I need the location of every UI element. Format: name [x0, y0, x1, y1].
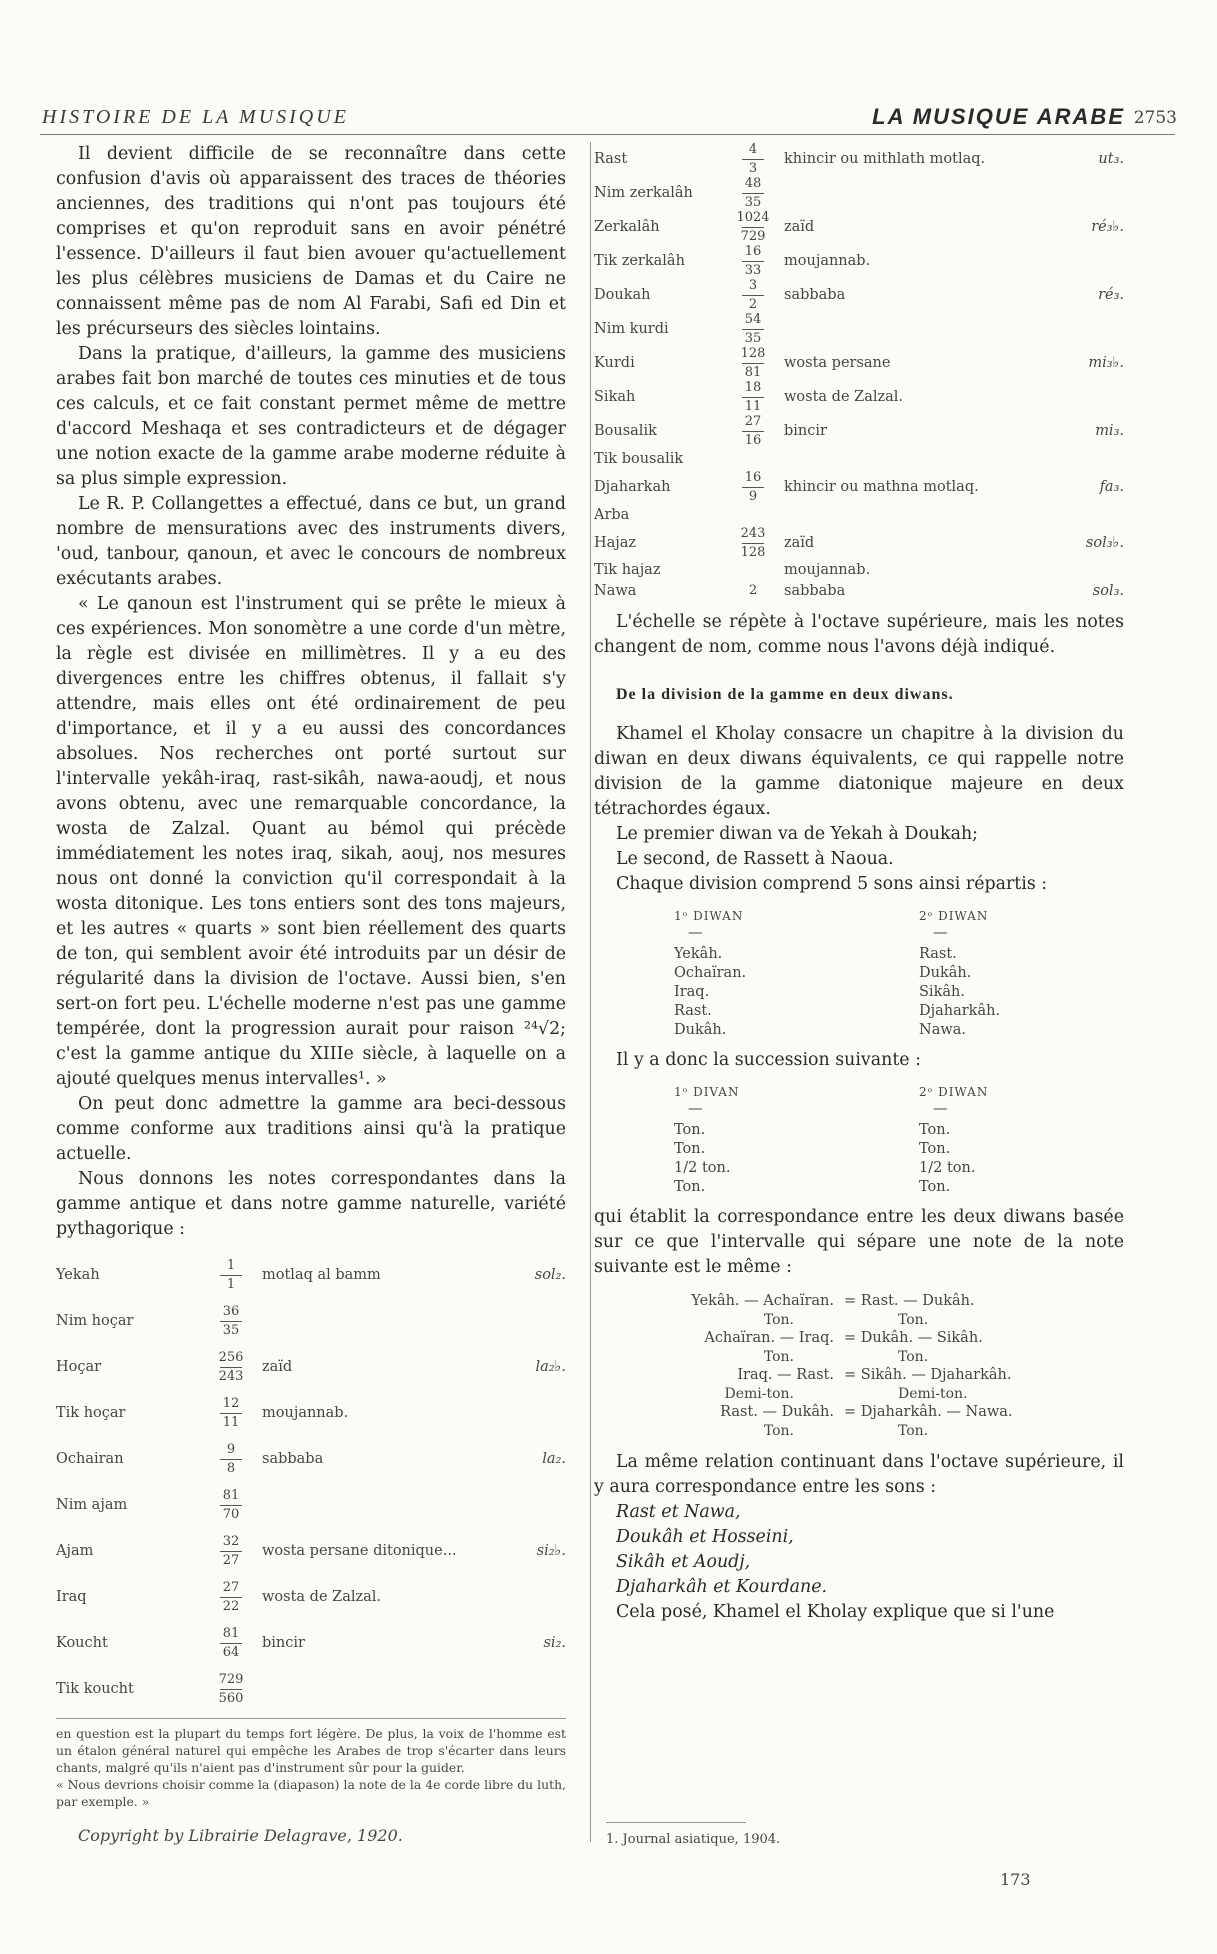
western-note: sol₂. [534, 1267, 566, 1283]
right-note-table [594, 142, 1124, 602]
note-description: sabbaba [784, 287, 846, 303]
note-name: Tik hajaz [594, 562, 661, 578]
table-row [594, 244, 1124, 278]
fraction-bar [220, 1275, 242, 1276]
right-interval: = Sikâh. — Djaharkâh. [844, 1367, 1012, 1383]
note-name: Nim hoçar [56, 1313, 134, 1329]
fraction-bar [742, 329, 764, 330]
ratio [734, 415, 772, 448]
ratio-numerator: 32 [222, 1533, 240, 1549]
list-item: Iraq. [674, 984, 710, 1000]
note-name: Hoçar [56, 1359, 102, 1375]
note-name: Tik zerkalâh [594, 253, 685, 269]
fraction-bar [742, 159, 764, 160]
paragraph: qui établit la correspondance entre les deux diwans basée sur ce que l'intervalle qui sépare une note de la note suivante est le même : [594, 1207, 1124, 1277]
table-row [594, 1366, 1124, 1385]
ratio [212, 1397, 250, 1430]
ratio-denominator: 35 [744, 330, 762, 346]
list-item: Djaharkâh. [919, 1003, 1001, 1019]
table-row [56, 1620, 566, 1666]
ratio [212, 1305, 250, 1338]
table-row [594, 176, 1124, 210]
table-row [594, 278, 1124, 312]
table-row [594, 526, 1124, 560]
ratio-denominator: 1 [226, 1276, 236, 1292]
list-item: Ton. [674, 1122, 706, 1138]
ratio [212, 1489, 250, 1522]
fraction-bar [220, 1597, 242, 1598]
header-page-number: 2753 [1133, 108, 1177, 128]
pair-line: Rast et Nawa, [616, 1502, 741, 1522]
table-row [56, 1482, 566, 1528]
note-name: Ajam [56, 1543, 94, 1559]
fraction-bar [742, 487, 764, 488]
list-item: Ton. [919, 1179, 951, 1195]
table-row [594, 1422, 1124, 1440]
western-note: sol₃♭. [1085, 535, 1124, 551]
list-item: Ton. [674, 1179, 706, 1195]
column-rule [590, 142, 591, 1842]
table-row [594, 414, 1124, 448]
fraction-bar [220, 1689, 242, 1690]
ratio [734, 279, 772, 312]
table-row [594, 1292, 1124, 1311]
pair-line: Sikâh et Aoudj, [616, 1552, 751, 1572]
paragraph: L'échelle se répète à l'octave supérieure, mais les notes changent de nom, comme nous l'avons déjà indiqué. [594, 612, 1124, 657]
ratio-denominator: 11 [222, 1414, 240, 1430]
list-item: Dukâh. [674, 1022, 727, 1038]
ratio [212, 1351, 250, 1384]
note-name: Kurdi [594, 355, 635, 371]
ratio-denominator: 35 [222, 1322, 240, 1338]
text-line: Le second, de Rassett à Naoua. [616, 849, 894, 869]
note-description: motlaq al bamm [262, 1267, 381, 1283]
ratio-numerator: 4 [748, 141, 758, 157]
table-row [594, 504, 1124, 526]
left-interval: Rast. — Dukâh. [720, 1404, 834, 1420]
left-value: Ton. [763, 1423, 794, 1439]
fraction-bar [742, 431, 764, 432]
left-note-table [56, 1252, 566, 1712]
right-interval: = Dukâh. — Sikâh. [844, 1330, 983, 1346]
right-column [594, 142, 1124, 1625]
list-item: 1/2 ton. [674, 1160, 731, 1176]
ratio-denominator: 128 [740, 544, 766, 560]
western-note: si₂♭. [536, 1543, 566, 1559]
ratio-numerator: 54 [744, 311, 762, 327]
diwan-column [859, 1085, 1124, 1197]
paragraph: La même relation continuant dans l'octave supérieure, il y aura correspondance entre les sons : [594, 1452, 1124, 1497]
header-left-title: HISTOIRE DE LA MUSIQUE [42, 106, 349, 128]
note-description: bincir [262, 1635, 305, 1651]
dash: — [933, 1101, 948, 1117]
fraction-bar [220, 1413, 242, 1414]
fraction-bar [742, 543, 764, 544]
right-value: Ton. [898, 1423, 929, 1439]
left-value: Ton. [763, 1312, 794, 1328]
ratio [734, 211, 772, 244]
ratio [212, 1535, 250, 1568]
note-name: Djaharkah [594, 479, 671, 495]
note-name: Tik bousalik [594, 451, 684, 467]
ratio-denominator: 22 [222, 1598, 240, 1614]
list-item: Ton. [919, 1122, 951, 1138]
right-value: Ton. [898, 1349, 929, 1365]
western-note: sol₃. [1092, 583, 1124, 599]
note-name: Nim ajam [56, 1497, 128, 1513]
ratio-numerator: 16 [744, 243, 762, 259]
western-note: fa₃. [1099, 479, 1124, 495]
footnotes [56, 1718, 566, 1810]
ratio-numerator: 729 [218, 1671, 244, 1687]
left-interval: Achaïran. — Iraq. [704, 1330, 834, 1346]
footnote: en question est la plupart du temps fort légère. De plus, la voix de l'homme est un étalon général naturel qui empêche les Arabes de trop s'écarter dans leurs chants, malgré qu'ils n'aient pas d'instrument sûr pour la guider. [56, 1726, 566, 1775]
fraction-bar [742, 295, 764, 296]
western-note: la₂. [542, 1451, 566, 1467]
diwan-column [859, 909, 1124, 1040]
note-name: Rast [594, 151, 628, 167]
ratio-numerator: 256 [218, 1349, 244, 1365]
ratio-numerator: 12 [222, 1395, 240, 1411]
note-description: wosta persane ditonique... [262, 1543, 457, 1559]
diwan-column [594, 909, 859, 1040]
paragraph: Nous donnons les notes correspondantes dans la gamme antique et dans notre gamme naturelle, variété pythagorique : [56, 1169, 566, 1239]
paragraph: Dans la pratique, d'ailleurs, la gamme des musiciens arabes fait bon marché de toutes ces minuties et de tous ces calculs, et ce fait constant permet même de mettre d'accord Meshaqa et ses contradicteurs et de dégager une notion exacte de la gamme arabe moderne réduite à sa plus simple expression. [56, 344, 566, 489]
ratio-denominator: 8 [226, 1460, 236, 1476]
western-note: ré₃♭. [1091, 219, 1124, 235]
ratio-denominator: 81 [744, 364, 762, 380]
ratio [734, 313, 772, 346]
table-row [56, 1344, 566, 1390]
fraction-bar [742, 227, 764, 228]
note-description: wosta de Zalzal. [262, 1589, 382, 1605]
note-description: zaïd [784, 219, 815, 235]
ratio-numerator: 27 [744, 413, 762, 429]
ratio-denominator: 560 [218, 1690, 244, 1706]
diwan-division-table [594, 909, 1124, 1040]
list-item: Dukâh. [919, 965, 972, 981]
pair-line: Doukâh et Hosseini, [616, 1527, 794, 1547]
ratio-denominator: 243 [218, 1368, 244, 1384]
note-description: bincir [784, 423, 827, 439]
left-interval: Iraq. — Rast. [737, 1367, 834, 1383]
text-line: Chaque division comprend 5 sons ainsi répartis : [616, 874, 1048, 894]
paragraph: On peut donc admettre la gamme ara beci-dessous comme conforme aux traditions ainsi qu'à la pratique actuelle. [56, 1094, 566, 1164]
correspondence-table [594, 1292, 1124, 1440]
note-description: moujannab. [784, 562, 871, 578]
right-value: Ton. [898, 1312, 929, 1328]
ratio [734, 381, 772, 414]
copyright: Copyright by Librairie Delagrave, 1920. [78, 1826, 403, 1845]
ratio-denominator: 64 [222, 1644, 240, 1660]
fraction-bar [220, 1459, 242, 1460]
text-line: Il y a donc la succession suivante : [616, 1050, 921, 1070]
ratio [734, 471, 772, 504]
table-row [594, 470, 1124, 504]
fraction-bar [220, 1643, 242, 1644]
left-value: Demi-ton. [724, 1386, 794, 1402]
table-row [56, 1574, 566, 1620]
left-value: Ton. [763, 1349, 794, 1365]
ratio-denominator: 11 [744, 398, 762, 414]
ratio-numerator: 36 [222, 1303, 240, 1319]
ratio-numerator: 128 [740, 345, 766, 361]
ratio-denominator: 35 [744, 194, 762, 210]
list-item: Rast. [674, 1003, 712, 1019]
note-name: Bousalik [594, 423, 657, 439]
ratio-numerator: 243 [740, 525, 766, 541]
diwan-heading: 1ᵒ DIVAN [674, 1085, 740, 1099]
ratio [734, 347, 772, 380]
table-row [594, 210, 1124, 244]
table-row [594, 580, 1124, 602]
western-note: si₂. [543, 1635, 566, 1651]
note-name: Ochairan [56, 1451, 124, 1467]
note-name: Arba [594, 507, 630, 523]
ratio-denominator: 2 [748, 296, 758, 312]
western-note: la₂♭. [535, 1359, 566, 1375]
ratio-denominator: 9 [748, 488, 758, 504]
table-row [594, 1403, 1124, 1422]
ratio-numerator: 1 [226, 1257, 236, 1273]
ratio [212, 1443, 250, 1476]
left-column [56, 142, 566, 1845]
table-row [56, 1666, 566, 1712]
fraction-bar [742, 261, 764, 262]
diwan-column [594, 1085, 859, 1197]
ratio-denominator: 27 [222, 1552, 240, 1568]
note-description: zaïd [784, 535, 815, 551]
ratio-denominator: 16 [744, 432, 762, 448]
table-row [594, 142, 1124, 176]
dash: — [688, 1101, 703, 1117]
western-note: mi₃. [1095, 423, 1124, 439]
note-name: Nim kurdi [594, 321, 669, 337]
ratio-numerator: 18 [744, 379, 762, 395]
ratio-numerator: 81 [222, 1487, 240, 1503]
table-row [594, 346, 1124, 380]
note-name: Sikah [594, 389, 636, 405]
list-item: Nawa. [919, 1022, 966, 1038]
ratio-numerator: 2 [748, 583, 758, 598]
table-row [56, 1252, 566, 1298]
table-row [594, 1329, 1124, 1348]
ratio [734, 584, 772, 598]
ratio-numerator: 48 [744, 175, 762, 191]
note-name: Koucht [56, 1635, 108, 1651]
dash: — [933, 925, 948, 941]
note-name: Hajaz [594, 535, 637, 551]
ratio-denominator: 729 [740, 228, 766, 244]
ratio-denominator: 3 [748, 160, 758, 176]
note-name: Nawa [594, 583, 637, 599]
pair-line: Djaharkâh et Kourdane. [616, 1577, 828, 1597]
western-note: ré₃. [1098, 287, 1124, 303]
fraction-bar [220, 1505, 242, 1506]
note-name: Iraq [56, 1589, 87, 1605]
footnote: « Nous devrions choisir comme la (diapason) la note de la 4e corde libre du luth, par exemple. » [56, 1777, 566, 1809]
note-name: Doukah [594, 287, 651, 303]
right-interval: = Rast. — Dukâh. [844, 1293, 975, 1309]
left-interval: Yekâh. — Achaïran. [691, 1293, 834, 1309]
text-line: Cela posé, Khamel el Kholay explique que si l'une [616, 1602, 1055, 1622]
note-description: wosta persane [784, 355, 891, 371]
header-rule [40, 134, 1175, 135]
dash: — [688, 925, 703, 941]
footnote: 1. Journal asiatique, 1904. [606, 1832, 781, 1847]
note-name: Yekah [56, 1267, 100, 1283]
note-name: Tik hoçar [56, 1405, 126, 1421]
paragraph: « Le qanoun est l'instrument qui se prête le mieux à ces expériences. Mon sonomètre a une corde d'un mètre, la règle est divisée en millimètres. Il y a eu des divergences entre les chiffres obtenus, il fallait s'y attendre, mais elles ont été ordinairement de peu d'importance, et il y a eu aussi des concordances absolues. Nos recherches ont porté surtout sur l'intervalle yekâh-iraq, rast-sikâh, nawa-aoudj, et nous avons obtenu, avec une remarquable concordance, la wosta de Zalzal. Quant au bémol qui précède immédiatement les notes iraq, sikah, aouj, nos mesures nous ont donné la conviction qu'il correspondait à la wosta ditonique. Les tons entiers sont des tons majeurs, et les autres « quarts » sont bien réellement des quarts de ton, qui semblent avoir été introduits par un désir de régularité dans la division de l'octave. Aussi bien, s'en sert-on fort peu. L'échelle moderne n'est pas une gamme tempérée, dont la progression aurait pour raison ²⁴√2; c'est la gamme antique du XIIIe siècle, à laquelle on a ajouté quelques menus intervalles¹. » [56, 594, 566, 1089]
table-row [594, 1348, 1124, 1366]
ratio [734, 245, 772, 278]
note-description: khincir ou mithlath motlaq. [784, 151, 986, 167]
note-description: sabbaba [784, 583, 846, 599]
fraction-bar [742, 397, 764, 398]
fraction-bar [220, 1367, 242, 1368]
ratio-numerator: 81 [222, 1625, 240, 1641]
list-item: Ton. [674, 1141, 706, 1157]
fraction-bar [220, 1551, 242, 1552]
note-name: Nim zerkalâh [594, 185, 693, 201]
note-description: wosta de Zalzal. [784, 389, 904, 405]
table-row [56, 1528, 566, 1574]
table-row [56, 1436, 566, 1482]
fraction-bar [742, 193, 764, 194]
table-row [594, 380, 1124, 414]
western-note: ut₃. [1098, 151, 1124, 167]
ratio [212, 1259, 250, 1292]
paragraph: Il devient difficile de se reconnaître dans cette confusion d'avis où apparaissent des traces de théories anciennes, des traditions qui n'ont pas toujours été comprises et qu'on reproduit sans en avoir pénétré l'essence. D'ailleurs il faut bien avouer qu'actuellement les plus célèbres musiciens de Damas et du Caire ne connaissent même pas de nom Al Farabi, Safi ed Din et les précurseurs des siècles lointains. [56, 144, 566, 339]
western-note: mi₃♭. [1088, 355, 1124, 371]
ratio-denominator: 33 [744, 262, 762, 278]
note-name: Zerkalâh [594, 219, 660, 235]
ratio [734, 527, 772, 560]
note-name: Tik koucht [56, 1681, 134, 1697]
ratio [734, 143, 772, 176]
table-row [594, 312, 1124, 346]
note-description: moujannab. [262, 1405, 349, 1421]
list-item: Sikâh. [919, 984, 965, 1000]
ratio-numerator: 9 [226, 1441, 236, 1457]
paragraph: Khamel el Kholay consacre un chapitre à la division du diwan en deux diwans équivalents, ce qui rappelle notre division de la gamme diatonique majeure en deux tétrachordes égaux. [594, 724, 1124, 819]
note-description: khincir ou mathna motlaq. [784, 479, 979, 495]
table-row [594, 560, 1124, 580]
right-interval: = Djaharkâh. — Nawa. [844, 1404, 1013, 1420]
right-value: Demi-ton. [898, 1386, 968, 1402]
note-description: sabbaba [262, 1451, 324, 1467]
text-line: Le premier diwan va de Yekah à Doukah; [616, 824, 979, 844]
list-item: Yekâh. [674, 946, 723, 962]
diwan-heading: 1ᵒ DIWAN [674, 909, 744, 923]
succession-table [594, 1085, 1124, 1197]
table-row [594, 1385, 1124, 1403]
table-row [594, 1311, 1124, 1329]
ratio-denominator: 70 [222, 1506, 240, 1522]
list-item: Ochaïran. [674, 965, 747, 981]
ratio-numerator: 3 [748, 277, 758, 293]
ratio [212, 1673, 250, 1706]
ratio-numerator: 27 [222, 1579, 240, 1595]
diwan-heading: 2ᵒ DIWAN [919, 909, 989, 923]
note-description: moujannab. [784, 253, 871, 269]
list-item: Rast. [919, 946, 957, 962]
footnote-rule [606, 1822, 746, 1823]
list-item: Ton. [919, 1141, 951, 1157]
fraction-bar [220, 1321, 242, 1322]
list-item: 1/2 ton. [919, 1160, 976, 1176]
table-row [56, 1390, 566, 1436]
section-title: De la division de la gamme en deux diwans. [616, 686, 954, 703]
ratio [734, 177, 772, 210]
diwan-heading: 2ᵒ DIWAN [919, 1085, 989, 1099]
ratio-numerator: 1024 [736, 209, 770, 225]
ratio [212, 1627, 250, 1660]
note-description: zaïd [262, 1359, 293, 1375]
page-number: 173 [1000, 1870, 1031, 1889]
header-right-title: LA MUSIQUE ARABE [872, 104, 1125, 129]
table-row [594, 448, 1124, 470]
paragraph: Le R. P. Collangettes a effectué, dans ce but, un grand nombre de mensurations avec des instruments divers, 'oud, tanbour, qanoun, et avec le concours de nombreux exécutants arabes. [56, 494, 566, 589]
table-row [56, 1298, 566, 1344]
ratio [212, 1581, 250, 1614]
fraction-bar [742, 363, 764, 364]
ratio-numerator: 16 [744, 469, 762, 485]
